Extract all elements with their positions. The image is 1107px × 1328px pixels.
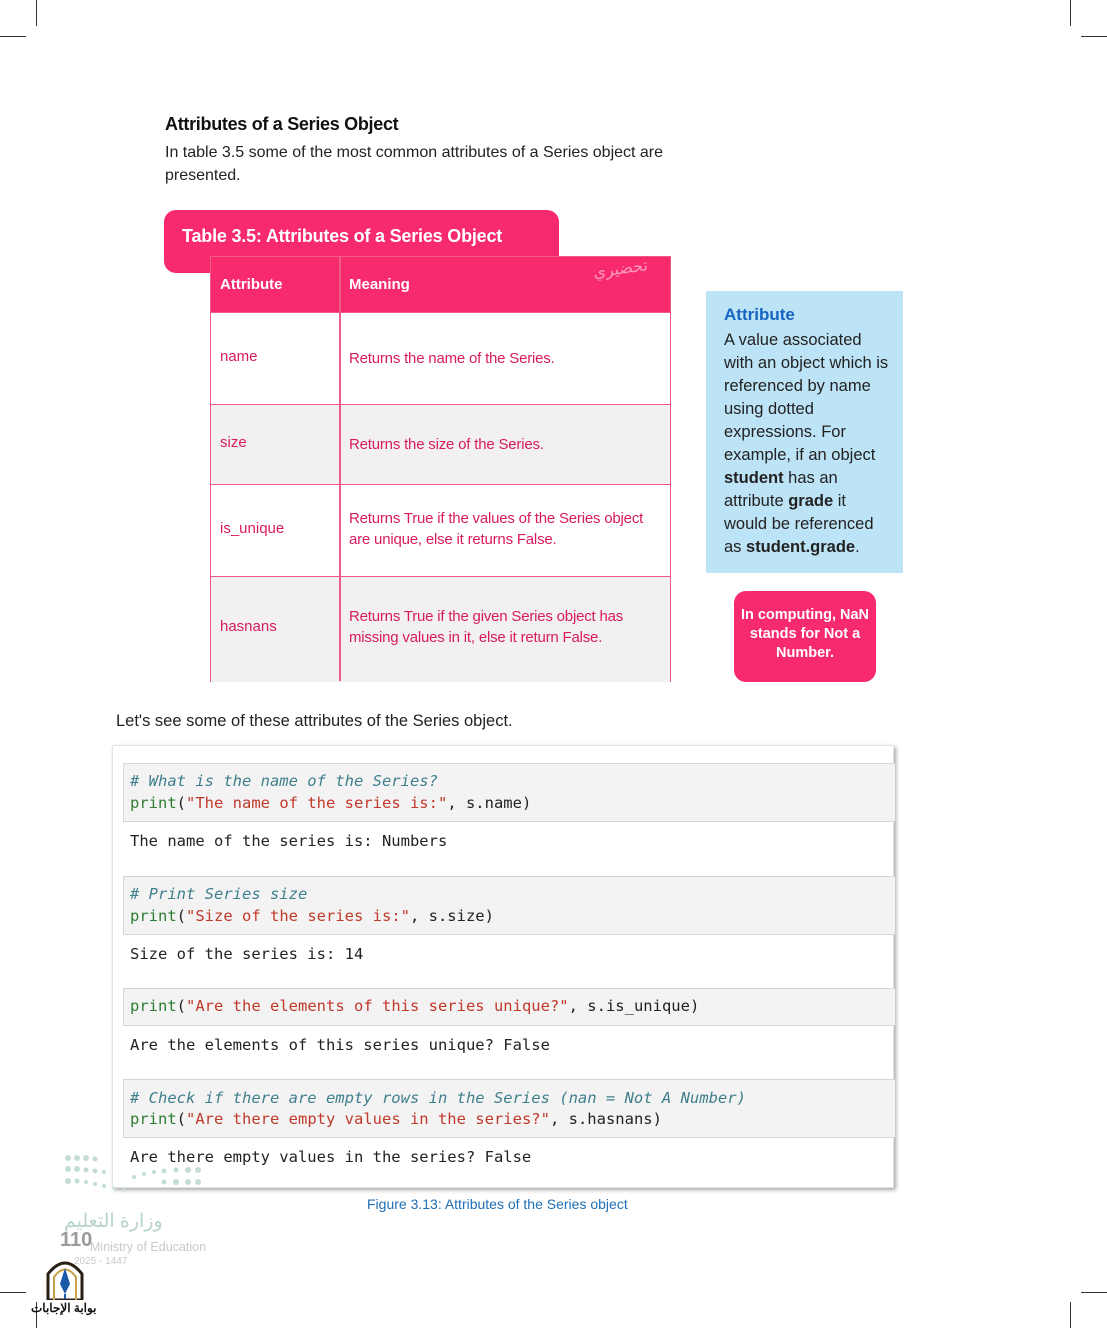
code-comment: # What is the name of the Series? <box>130 772 438 790</box>
code-output: Are there empty values in the series? False <box>130 1148 532 1166</box>
code-args: , s.name) <box>447 794 532 812</box>
cell-attribute: hasnans <box>220 618 277 635</box>
cell-meaning: Returns True if the values of the Series object are unique, else it returns False. <box>349 510 644 548</box>
crop-mark <box>1070 1302 1071 1328</box>
code-string: "Are there empty values in the series?" <box>186 1110 550 1128</box>
cell-attribute: name <box>220 348 258 365</box>
definition-title: Attribute <box>724 305 795 324</box>
crop-mark <box>0 36 26 37</box>
table-row <box>211 404 670 484</box>
code-output: The name of the series is: Numbers <box>130 832 448 850</box>
attributes-table <box>210 256 671 682</box>
section-intro: In table 3.5 some of the most common attributes of a Series object are presented. <box>165 144 664 184</box>
code-input-cell <box>123 763 895 822</box>
crop-mark <box>1070 0 1071 26</box>
definition-box <box>706 291 903 573</box>
header-meaning: Meaning <box>349 276 410 293</box>
code-statement: print("Are there empty values in the series?", s.hasnans) <box>130 1110 662 1128</box>
code-output: Size of the series is: 14 <box>130 945 364 963</box>
definition-bold-term: student <box>724 469 784 487</box>
ministry-year: 2025 - 1447 <box>74 1256 128 1267</box>
code-function: print <box>130 907 177 925</box>
code-statement: print("The name of the series is:", s.name) <box>130 794 532 812</box>
crop-mark <box>36 0 37 26</box>
table-header <box>211 257 670 312</box>
code-input-cell <box>123 988 895 1026</box>
definition-text-part: A value associated with an object which is referenced by name using dotted expressions. For example, if an object <box>724 331 889 464</box>
code-comment: # Print Series size <box>130 885 308 903</box>
section-title: Attributes of a Series Object <box>165 114 399 134</box>
crop-mark <box>1081 36 1107 37</box>
code-function: print <box>130 1110 177 1128</box>
lets-see-text: Let's see some of these attributes of the Series object. <box>116 712 513 730</box>
code-string: "The name of the series is:" <box>186 794 448 812</box>
figure-caption: Figure 3.13: Attributes of the Series object <box>367 1196 628 1212</box>
crop-mark <box>1081 1292 1107 1293</box>
table-caption: Table 3.5: Attributes of a Series Object <box>182 226 503 246</box>
ministry-arabic-name: وزارة التعليم <box>64 1211 163 1232</box>
code-comment: # Check if there are empty rows in the Series (nan = Not A Number) <box>130 1089 746 1107</box>
table-row <box>211 312 670 404</box>
code-args: , s.hasnans) <box>549 1110 662 1128</box>
table-row <box>211 576 670 682</box>
portal-logo-icon <box>44 1256 86 1300</box>
cell-meaning: Returns True if the given Series object has missing values in it, else it return False. <box>349 608 624 646</box>
watermark-stamp: تحضيري <box>592 257 649 282</box>
code-args: , s.size) <box>409 907 494 925</box>
code-function: print <box>130 997 177 1015</box>
cell-attribute: is_unique <box>220 520 285 537</box>
code-string: "Are the elements of this series unique?" <box>186 997 569 1015</box>
code-figure <box>112 745 894 1188</box>
ministry-dots-logo <box>64 1152 204 1196</box>
ministry-english-name: Ministry of Education <box>90 1240 207 1254</box>
cell-meaning: Returns the size of the Series. <box>349 436 544 453</box>
code-function: print <box>130 794 177 812</box>
definition-text-part: has an attribute <box>724 469 838 510</box>
portal-name: بوابة الإجابات <box>31 1301 97 1315</box>
definition-text <box>724 329 891 559</box>
header-attribute: Attribute <box>220 276 283 293</box>
code-statement: print("Are the elements of this series unique?", s.is_unique) <box>130 997 700 1015</box>
code-string: "Size of the series is:" <box>186 907 410 925</box>
definition-bold-term: student.grade <box>746 538 856 556</box>
table-row <box>211 484 670 576</box>
cell-attribute: size <box>220 434 247 451</box>
code-input-cell <box>123 1079 895 1138</box>
definition-text-part: it would be referenced as <box>724 492 874 556</box>
code-statement: print("Size of the series is:", s.size) <box>130 907 494 925</box>
definition-text-part: . <box>855 538 860 556</box>
code-args: , s.is_unique) <box>568 997 700 1015</box>
nan-note: In computing, NaN stands for Not a Number. <box>734 591 876 682</box>
definition-bold-term: grade <box>788 492 834 510</box>
page-number: 110 <box>60 1229 93 1251</box>
cell-meaning: Returns the name of the Series. <box>349 350 555 367</box>
crop-mark <box>0 1292 26 1293</box>
code-output: Are the elements of this series unique? False <box>130 1036 550 1054</box>
column-divider <box>339 257 341 681</box>
code-input-cell <box>123 876 895 935</box>
